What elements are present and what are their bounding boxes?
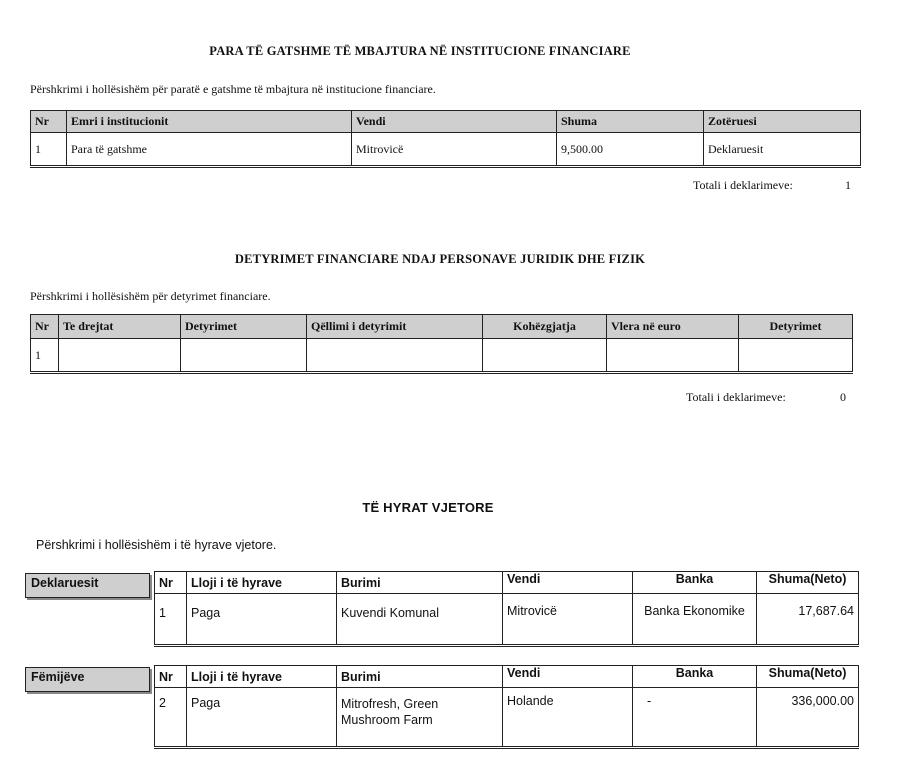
col-detyrimet: Detyrimet [181,315,307,339]
cell-zoteruesi: Deklaruesit [704,133,861,167]
cell-kohezgjatja [483,339,607,373]
col-shuma: Shuma [557,111,704,133]
cell-emri: Para të gatshme [67,133,352,167]
cell-banka: Banka Ekonomike [633,594,757,646]
cell-banka: - [633,688,757,748]
cell-vlera [607,339,739,373]
cell-burimi: Kuvendi Komunal [337,594,503,646]
cell-lloji: Paga [187,594,337,646]
col-burimi: Burimi [337,572,503,594]
col-banka: Banka [633,572,757,594]
section-description-cash: Përshkrimi i hollësishëm për paratë e gatshme të mbajtura në institucione financiare. [30,82,436,96]
total-value-liabilities: 0 [840,390,846,404]
group-label-deklaruesit: Deklaruesit [25,573,150,598]
cell-shuma: 336,000.00 [757,688,859,748]
total-label-cash: Totali i deklarimeve: [693,178,793,192]
section-title-cash: PARA TË GATSHME TË MBAJTURA NË INSTITUCIONE FINANCIARE [209,44,631,58]
section-description-liabilities: Përshkrimi i hollësishëm për detyrimet financiare. [30,289,271,303]
col-vlera: Vlera në euro [607,315,739,339]
income-table-deklaruesit [154,571,859,647]
col-qellimi: Qëllimi i detyrimit [307,315,483,339]
col-nr: Nr [155,666,187,688]
cell-shuma: 17,687.64 [757,594,859,646]
cell-nr: 1 [155,594,187,646]
burimi-line-2: Mushroom Farm [341,713,433,727]
section-title-income: TË HYRAT VJETORE [362,500,494,515]
cell-nr: 2 [155,688,187,748]
col-lloji: Lloji i të hyrave [187,572,337,594]
cell-burimi [337,688,503,748]
col-detyrimet-2: Detyrimet [739,315,853,339]
cash-table [30,110,861,168]
cell-detyrimet-2 [739,339,853,373]
section-description-income: Përshkrimi i hollësishëm i të hyrave vjetore. [36,538,277,552]
table-header-row [31,315,853,339]
cell-te-drejtat [59,339,181,373]
col-vendi: Vendi [503,572,633,594]
liabilities-table [30,314,853,374]
col-zoteruesi: Zotëruesi [704,111,861,133]
table-row [31,133,861,167]
table-row [31,339,853,373]
table-header-row [155,666,859,688]
col-burimi: Burimi [337,666,503,688]
cell-nr: 1 [31,133,67,167]
col-shuma-neto: Shuma(Neto) [757,572,859,594]
burimi-line-1: Mitrofresh, Green [341,697,439,711]
col-nr: Nr [31,315,59,339]
col-nr: Nr [155,572,187,594]
cell-nr: 1 [31,339,59,373]
col-vendi: Vendi [503,666,633,688]
col-kohezgjatja: Kohëzgjatja [483,315,607,339]
col-te-drejtat: Te drejtat [59,315,181,339]
section-title-liabilities: DETYRIMET FINANCIARE NDAJ PERSONAVE JURIDIK DHE FIZIK [234,252,646,266]
col-vendi: Vendi [352,111,557,133]
table-header-row [155,572,859,594]
col-lloji: Lloji i të hyrave [187,666,337,688]
table-header-row [31,111,861,133]
table-row [155,594,859,646]
col-emri: Emri i institucionit [67,111,352,133]
col-shuma-neto: Shuma(Neto) [757,666,859,688]
table-row [155,688,859,748]
cell-vendi: Holande [503,688,633,748]
col-nr: Nr [31,111,67,133]
total-label-liabilities: Totali i deklarimeve: [686,390,786,404]
cell-shuma: 9,500.00 [557,133,704,167]
cell-detyrimet [181,339,307,373]
income-table-femijeve [154,665,859,749]
cell-lloji: Paga [187,688,337,748]
col-banka: Banka [633,666,757,688]
cell-qellimi [307,339,483,373]
group-label-femijeve: Fëmijëve [25,667,150,692]
total-value-cash: 1 [845,178,851,192]
cell-vendi: Mitrovicë [352,133,557,167]
cell-vendi: Mitrovicë [503,594,633,646]
